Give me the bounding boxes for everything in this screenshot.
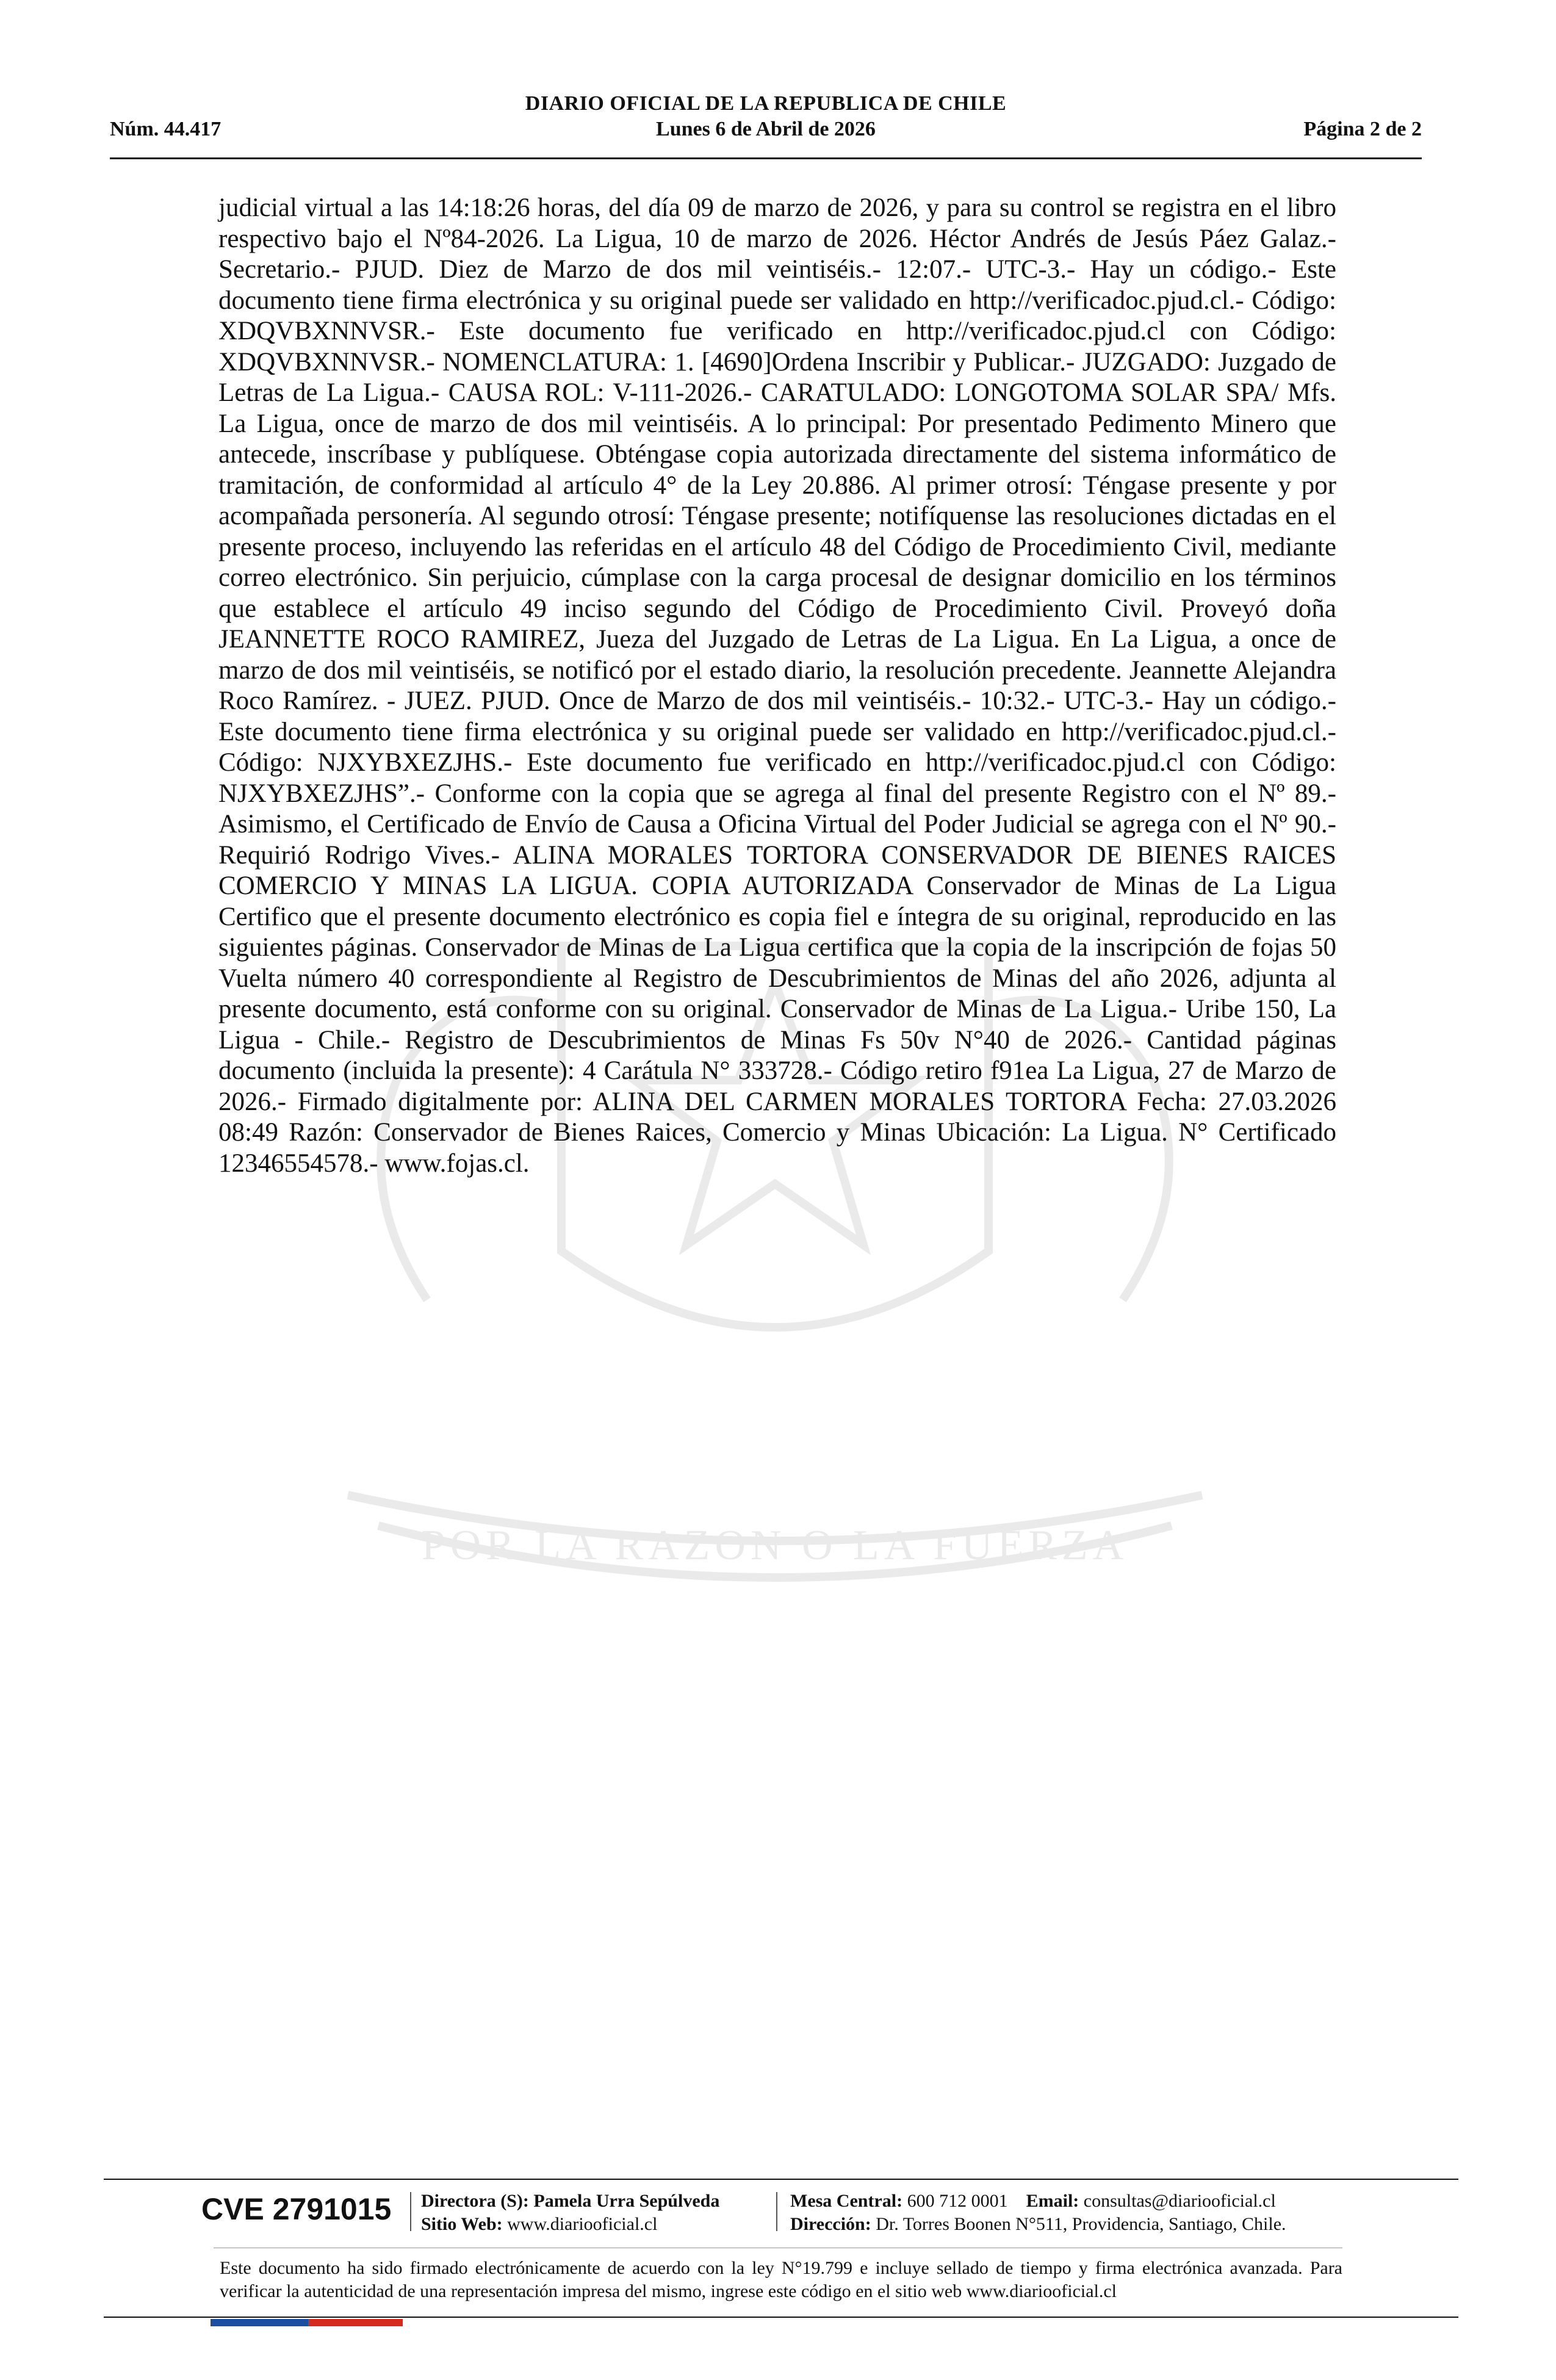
watermark-motto: POR LA RAZON O LA FUERZA	[421, 1522, 1129, 1569]
phone-value: 600 712 0001	[907, 2191, 1008, 2211]
footer-divider-bottom	[104, 2317, 1458, 2318]
footer-divider-top	[104, 2179, 1458, 2180]
website-label: Sitio Web:	[421, 2214, 503, 2234]
website-link[interactable]: www.diariooficial.cl	[507, 2214, 658, 2234]
email-label: Email:	[1026, 2191, 1079, 2211]
header-divider	[110, 157, 1422, 159]
flag-stripe-red	[308, 2319, 403, 2326]
signature-note: Este documento ha sido firmado electrónicamente de acuerdo con la ley N°19.799 e incluye sellado de tiempo y firma electrónica avanzada. Para verificar la autenticidad de una representación impresa del mismo, ingrese este código en el sitio web www.diariooficial.cl	[220, 2258, 1342, 2301]
email-link[interactable]: consultas@diariooficial.cl	[1083, 2191, 1276, 2211]
footer-contact-left	[421, 2190, 719, 2236]
cve-code: CVE 2791015	[201, 2192, 392, 2226]
address-label: Dirección:	[790, 2214, 871, 2234]
page-number: Página 2 de 2	[1303, 118, 1422, 140]
page-header	[110, 92, 1422, 143]
footer-separator	[776, 2192, 777, 2231]
article-body: judicial virtual a las 14:18:26 horas, del día 09 de marzo de 2026, y para su control se registra en el libro respectivo bajo el Nº84-2026. La Ligua, 10 de marzo de 2026. Héctor Andrés de Jesús Páez Galaz.- Secretario.- PJUD. Diez de Marzo de dos mil veintiséis.- 12:07.- UTC-3.- Hay un código.- Este documento tiene firma electrónica y su original puede ser validado en http://verificadoc.pjud.cl.- Código: XDQVBXNNVSR.- Este documento fue verificado en http://verificadoc.pjud.cl con Código: XDQVBXNNVSR.- NOMENCLATURA: 1. [4690]Ordena Inscribir y Publicar.- JUZGADO: Juzgado de Letras de La Ligua.- CAUSA ROL: V-111-2026.- CARATULADO: LONGOTOMA SOLAR SPA/ Mfs. La Ligua, once de marzo de dos mil veintiséis. A lo principal: Por presentado Pedimento Minero que antecede, inscríbase y publíquese. Obténgase copia autorizada directamente del sistema informático de tramitación, de conformidad al artículo 4° de la Ley 20.886. Al primer otrosí: Téngase presente y por acompañada personería. Al segundo otrosí: Téngase presente; notifíquense las resoluciones dictadas en el presente proceso, incluyendo las referidas en el artículo 48 del Código de Procedimiento Civil, mediante correo electrónico. Sin perjuicio, cúmplase con la carga procesal de designar domicilio en los términos que establece el artículo 49 inciso segundo del Código de Procedimiento Civil. Proveyó doña JEANNETTE ROCO RAMIREZ, Jueza del Juzgado de Letras de La Ligua. En La Ligua, a once de marzo de dos mil veintiséis, se notificó por el estado diario, la resolución precedente. Jeannette Alejandra Roco Ramírez. - JUEZ. PJUD. Once de Marzo de dos mil veintiséis.- 10:32.- UTC-3.- Hay un código.- Este documento tiene firma electrónica y su original puede ser validado en http://verificadoc.pjud.cl.- Código: NJXYBXEZJHS.- Este documento fue verificado en http://verificadoc.pjud.cl con Código: NJXYBXEZJHS”.- Conforme con la copia que se agrega al final del presente Registro con el Nº 89.- Asimismo, el Certificado de Envío de Causa a Oficina Virtual del Poder Judicial se agrega con el Nº 90.- Requirió Rodrigo Vives.- ALINA MORALES TORTORA CONSERVADOR DE BIENES RAICES COMERCIO Y MINAS LA LIGUA. COPIA AUTORIZADA Conservador de Minas de La Ligua Certifico que el presente documento electrónico es copia fiel e íntegra de su original, reproducido en las siguientes páginas. Conservador de Minas de La Ligua certifica que la copia de la inscripción de fojas 50 Vuelta número 40 correspondiente al Registro de Descubrimientos de Minas del año 2026, adjunta al presente documento, está conforme con su original. Conservador de Minas de La Ligua.- Uribe 150, La Ligua - Chile.- Registro de Descubrimientos de Minas Fs 50v N°40 de 2026.- Cantidad páginas documento (incluida la presente): 4 Carátula N° 333728.- Código retiro f91ea La Ligua, 27 de Marzo de 2026.- Firmado digitalmente por: ALINA DEL CARMEN MORALES TORTORA Fecha: 27.03.2026 08:49 Razón: Conservador de Bienes Raices, Comercio y Minas Ubicación: La Ligua. N° Certificado 12346554578.- www.fojas.cl.	[218, 193, 1336, 1178]
phone-label: Mesa Central:	[790, 2191, 903, 2211]
director-label: Directora (S): Pamela Urra Sepúlveda	[421, 2191, 720, 2211]
flag-stripe-blue	[211, 2319, 308, 2326]
address-value: Dr. Torres Boonen N°511, Providencia, Santiago, Chile.	[876, 2214, 1286, 2234]
issue-date: Lunes 6 de Abril de 2026	[656, 118, 876, 140]
footer-separator	[410, 2192, 411, 2231]
footer-contact-right	[790, 2190, 1286, 2236]
header-info-row	[110, 116, 1422, 143]
issue-number: Núm. 44.417	[110, 118, 222, 140]
newspaper-title: DIARIO OFICIAL DE LA REPUBLICA DE CHILE	[525, 92, 1007, 115]
